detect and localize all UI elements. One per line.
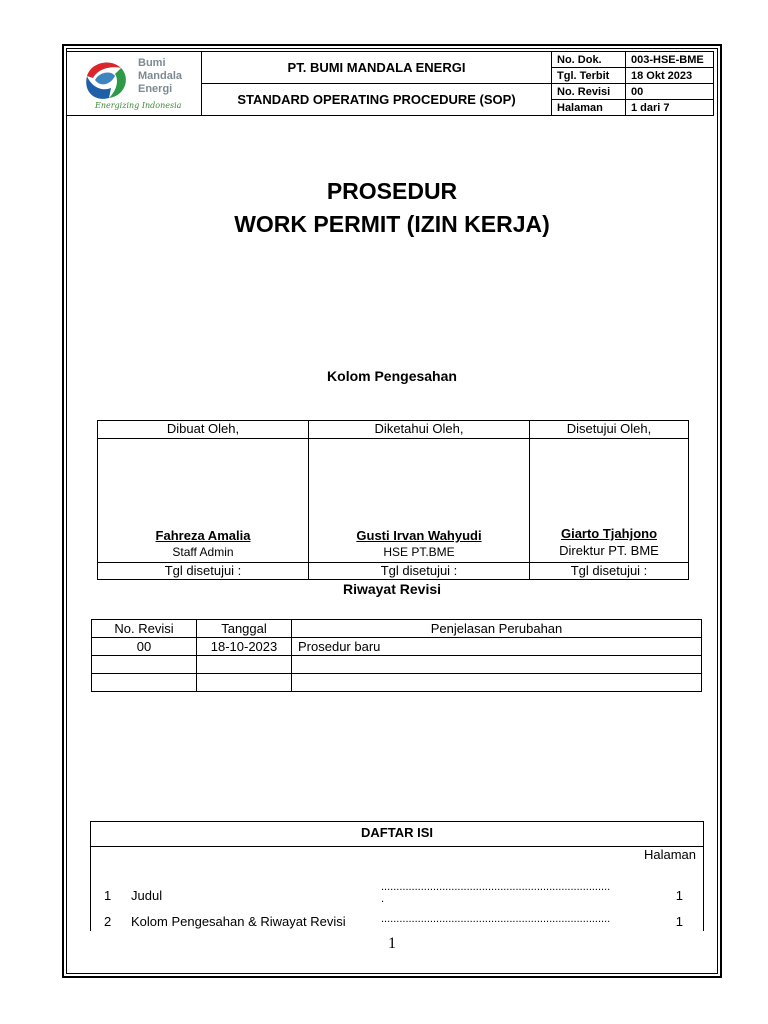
table-of-contents: DAFTAR ISI Halaman 1 Judul ........................................................................... . 1 2 Kolom Pengesahan & Riwayat Revisi ........................................................................... 1 — [90, 821, 704, 931]
signature-box — [530, 439, 689, 563]
company-name: PT. BUMI MANDALA ENERGI — [202, 52, 552, 84]
revision-col-header: No. Revisi — [92, 620, 197, 638]
document-type: STANDARD OPERATING PROCEDURE (SOP) — [202, 84, 552, 116]
signer-name: Fahreza Amalia — [155, 528, 251, 543]
meta-value: 003-HSE-BME — [626, 52, 714, 68]
meta-label: Tgl. Terbit — [552, 68, 626, 84]
approval-col-header: Dibuat Oleh, — [98, 421, 309, 439]
approval-col-header: Disetujui Oleh, — [530, 421, 689, 439]
page-number: 1 — [388, 935, 396, 952]
document-title-line2: WORK PERMIT (IZIN KERJA) — [234, 211, 550, 237]
toc-heading: DAFTAR ISI — [91, 822, 703, 847]
revision-col-header: Penjelasan Perubahan — [292, 620, 702, 638]
toc-page-label: Halaman — [643, 847, 696, 862]
meta-label: Halaman — [552, 100, 626, 116]
signer-name: Giarto Tjahjono — [560, 526, 658, 541]
table-row — [92, 674, 702, 692]
logo-tagline: Energizing Indonesia — [95, 101, 182, 110]
revision-col-header: Tanggal — [197, 620, 292, 638]
meta-value: 1 dari 7 — [626, 100, 714, 116]
signature-box — [98, 439, 309, 563]
revision-table — [91, 619, 702, 692]
revision-heading: Riwayat Revisi — [342, 581, 442, 597]
document-header — [66, 51, 714, 114]
approval-date: Tgl disetujui : — [309, 563, 530, 580]
signer-name: Gusti Irvan Wahyudi — [356, 528, 482, 543]
company-logo-icon — [81, 58, 131, 102]
approval-col-header: Diketahui Oleh, — [309, 421, 530, 439]
approval-heading: Kolom Pengesahan — [327, 368, 457, 384]
meta-value: 18 Okt 2023 — [626, 68, 714, 84]
toc-leader: ........................................................................... — [381, 913, 611, 925]
meta-value: 00 — [626, 84, 714, 100]
document-title-line1: PROSEDUR — [326, 178, 458, 204]
signature-box — [309, 439, 530, 563]
table-row — [92, 656, 702, 674]
approval-table — [97, 420, 689, 580]
signer-role: Direktur PT. BME — [559, 543, 659, 558]
table-row: 00 18-10-2023 Prosedur baru — [92, 638, 702, 656]
approval-date: Tgl disetujui : — [98, 563, 309, 580]
logo — [67, 52, 202, 116]
logo-wordmark: Bumi Mandala Energi — [138, 57, 183, 95]
meta-label: No. Revisi — [552, 84, 626, 100]
signer-role: Staff Admin — [172, 545, 234, 559]
signer-role: HSE PT.BME — [383, 545, 455, 559]
meta-label: No. Dok. — [552, 52, 626, 68]
toc-leader: ........................................................................... . — [381, 881, 611, 905]
approval-date: Tgl disetujui : — [530, 563, 689, 580]
